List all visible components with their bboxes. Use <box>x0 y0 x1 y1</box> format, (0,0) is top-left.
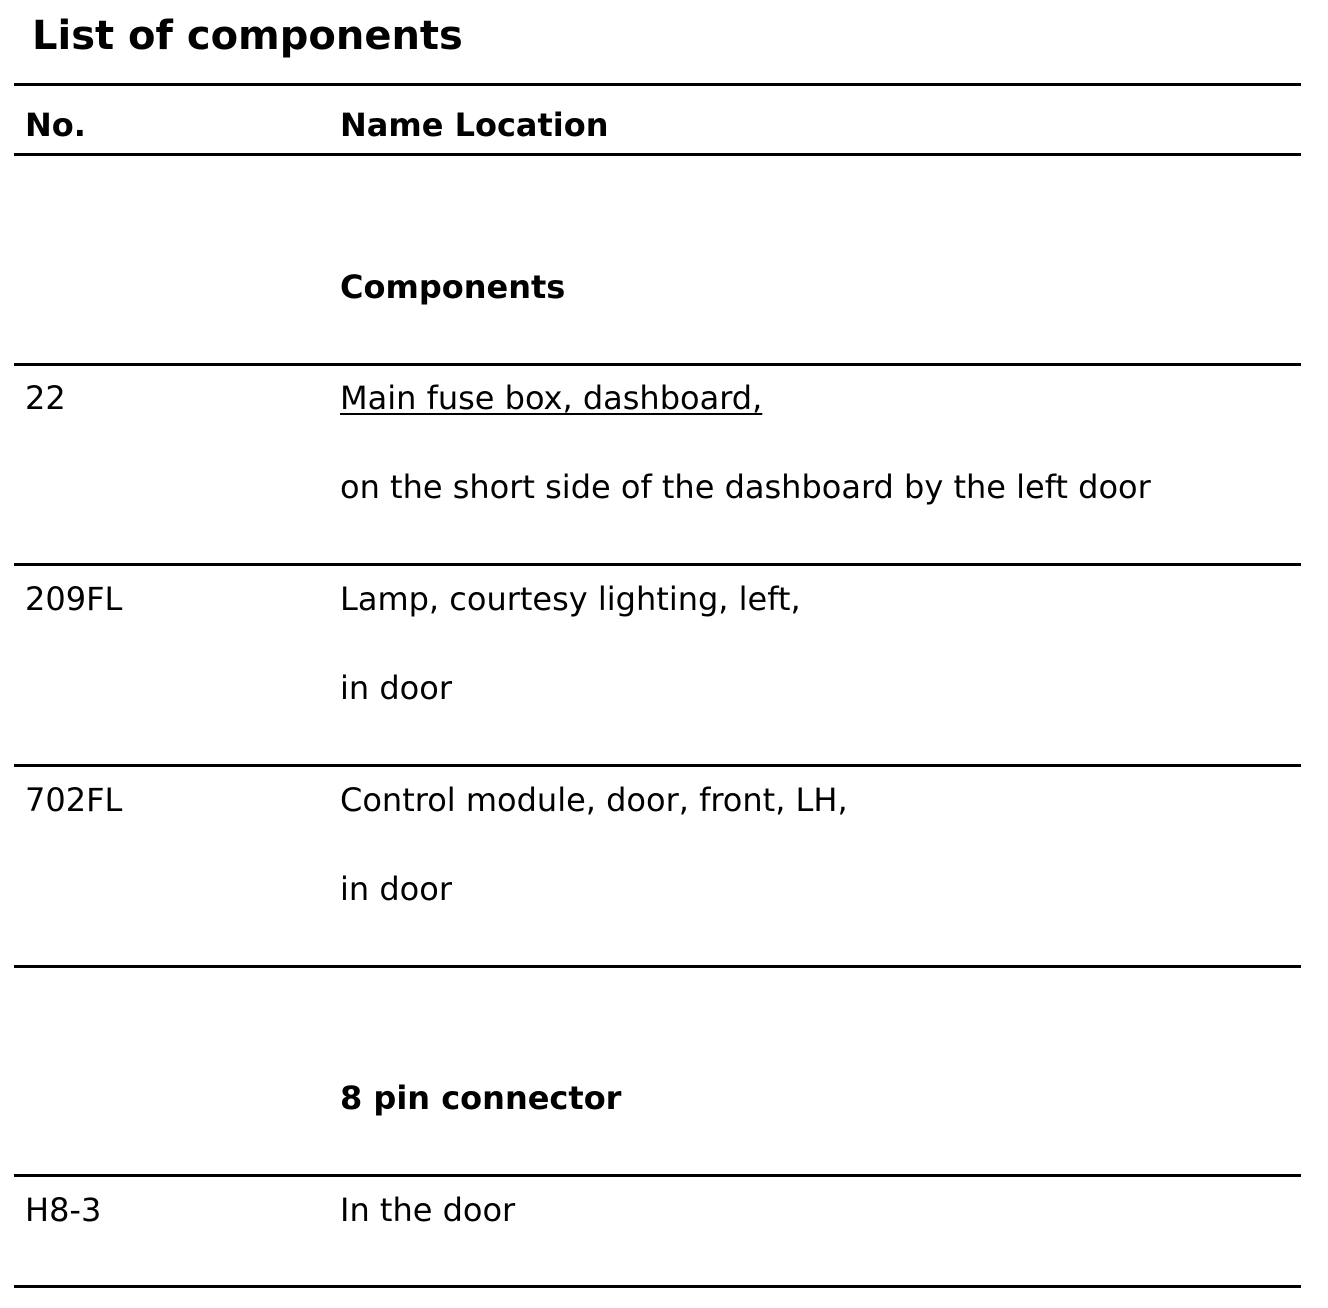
component-location: in door <box>340 870 452 908</box>
component-number: 209FL <box>25 580 123 618</box>
section-heading-components: Components <box>340 268 566 306</box>
divider <box>14 1285 1301 1288</box>
divider <box>14 1174 1301 1177</box>
section-heading-8-pin-connector: 8 pin connector <box>340 1079 622 1117</box>
component-name-link[interactable]: Main fuse box, dashboard, <box>340 379 763 417</box>
divider <box>14 965 1301 968</box>
divider <box>14 153 1301 156</box>
divider <box>14 563 1301 566</box>
component-name: Lamp, courtesy lighting, left, <box>340 580 801 618</box>
component-number: 22 <box>25 379 66 417</box>
component-name: In the door <box>340 1191 516 1229</box>
divider <box>14 83 1301 86</box>
component-number: 702FL <box>25 781 123 819</box>
column-header-name-location: Name Location <box>340 106 609 144</box>
divider <box>14 363 1301 366</box>
divider <box>14 764 1301 767</box>
component-number: H8-3 <box>25 1191 102 1229</box>
component-name: Control module, door, front, LH, <box>340 781 848 819</box>
component-location: in door <box>340 669 452 707</box>
page-title: List of components <box>32 13 463 59</box>
component-location: on the short side of the dashboard by the left door <box>340 468 1151 506</box>
column-header-no: No. <box>25 106 86 144</box>
